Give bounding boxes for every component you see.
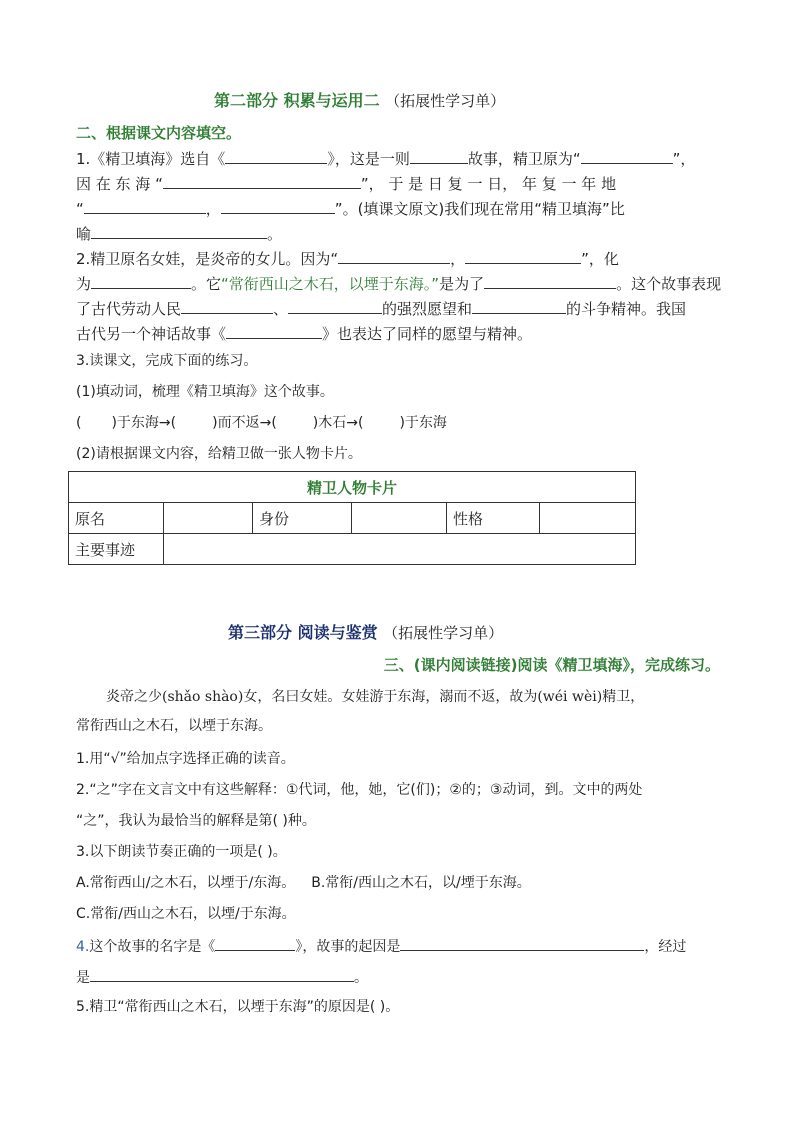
option-b[interactable]: B.常衔/西山之木石，以/堙于东海。: [311, 875, 531, 891]
part3-q4-line2: [76, 966, 718, 988]
q1-text-j: 喻: [76, 225, 92, 243]
q4-blank-cause[interactable]: [400, 935, 644, 951]
q1-text-f: ”， 于 是 日 复 一 日， 年 复 一 年 地: [360, 175, 617, 193]
q2-blank-myth[interactable]: [226, 323, 322, 339]
q2-text-k: 的强烈愿望和: [382, 300, 473, 318]
q2-text-b: ，: [450, 250, 466, 268]
q1-text-b: 》，这是一则: [327, 150, 410, 168]
q2-blank-2[interactable]: [465, 248, 581, 264]
part3-q5: 5.精卫“常衔西山之木石，以堙于东海”的原因是( )。: [76, 999, 400, 1015]
q4-blank-name[interactable]: [215, 935, 295, 951]
q1-text-h: ，: [205, 200, 221, 218]
q1-text-i: ”。(填课文原文)我们现在常用“精卫填海”比: [334, 200, 625, 218]
card-deeds-row: [69, 534, 636, 565]
q4-blank-process[interactable]: [90, 966, 354, 982]
q2-text-e: 。它: [191, 275, 222, 293]
q4-text-c: 》，故事的起因是: [295, 939, 401, 955]
part2-q2-line4: [76, 323, 718, 344]
part2-section-heading: 二、根据课文内容填空。: [76, 124, 242, 142]
q2-text-g: 是为了: [439, 275, 485, 293]
card-character-label: 性格: [447, 503, 540, 534]
part2-q2-line3: [76, 298, 718, 319]
q2-text-a: 2.精卫原名女娃，是炎帝的女儿。因为“: [76, 250, 339, 268]
verb-paren-3: )木石→(: [312, 415, 364, 431]
card-title-row: [69, 472, 636, 503]
part2-q1-line4: [76, 223, 718, 244]
part2-q3-intro: 3.读课文，完成下面的练习。: [76, 353, 258, 369]
part3-q2-line2: “之”，我认为最恰当的解释是第( )种。: [76, 813, 316, 829]
card-identity-cell[interactable]: [352, 503, 447, 534]
q1-text-g: “: [76, 200, 84, 218]
q1-blank-source[interactable]: [225, 148, 327, 164]
q1-blank-genre[interactable]: [410, 148, 468, 164]
card-name-cell[interactable]: [164, 503, 253, 534]
part3-title-sub: （拓展性学习单）: [383, 624, 504, 642]
card-character-cell[interactable]: [540, 503, 636, 534]
q1-blank-quote2[interactable]: [221, 198, 335, 214]
part2-q1-line1: [76, 148, 718, 169]
part2-title-sub: （拓展性学习单）: [385, 92, 506, 110]
part2-q1-line2: [76, 173, 718, 194]
part3-q3-options-ab: [76, 873, 718, 893]
passage-line-2: 常衔西山之木石，以堙于东海。: [76, 718, 272, 734]
verb-paren-4: )于东海: [399, 415, 447, 431]
card-name-label: 原名: [69, 503, 164, 534]
verb-paren-2: )而不返→(: [212, 415, 277, 431]
q2-blank-purpose[interactable]: [484, 273, 616, 289]
q4-text-e: 是: [76, 970, 90, 986]
q1-text-d: ”，: [672, 150, 696, 168]
q4-text-d: ，经过: [644, 939, 687, 955]
part3-title-main: 第三部分 阅读与鉴赏: [228, 623, 378, 642]
q4-text-b: 这个故事的名字是《: [89, 939, 216, 955]
q2-text-m: 古代另一个神话故事《: [76, 325, 227, 343]
q2-text-j: 、: [273, 300, 289, 318]
part2-title-main: 第二部分 积累与运用二: [214, 91, 380, 110]
q2-quote: “常衔西山之木石，以堙于东海。”: [221, 275, 440, 293]
part2-q2-line2: [76, 273, 722, 294]
q1-blank-original[interactable]: [581, 148, 673, 164]
option-a[interactable]: A.常衔西山/之木石，以堙于/东海。: [76, 875, 296, 891]
passage-line-1: 炎帝之少(shǎo shào)女，名曰女娃。女娃游于东海，溺而不返，故为(wéi wèi)精卫，: [106, 689, 645, 705]
q1-blank-quote1[interactable]: [84, 198, 206, 214]
q1-text-c: 故事，精卫原为“: [467, 150, 581, 168]
card-deeds-label: 主要事迹: [69, 534, 164, 565]
card-deeds-cell[interactable]: [164, 534, 636, 565]
part3-section-heading: 三、(课内阅读链接)阅读《精卫填海》，完成练习。: [383, 656, 720, 674]
part2-q3-sub2: (2)请根据课文内容，给精卫做一张人物卡片。: [76, 446, 362, 462]
part3-q2-line1: 2.“之”字在文言文中有这些解释：①代词，他，她，它(们)；②的；③动词，到。文中的两处: [76, 782, 643, 798]
part3-q3: 3.以下朗读节奏正确的一项是( )。: [76, 844, 287, 860]
part2-q3-verbs: [76, 413, 718, 433]
q1-text-e: 因 在 东 海 “: [76, 175, 163, 193]
q2-blank-5[interactable]: [472, 298, 566, 314]
q1-text-k: 。: [267, 225, 283, 243]
q2-text-d: 为: [76, 275, 92, 293]
q2-text-n: 》也表达了同样的愿望与精神。: [322, 325, 533, 343]
part2-title: [214, 88, 505, 111]
q4-text-f: 。: [354, 970, 368, 986]
q2-blank-became[interactable]: [91, 273, 191, 289]
part3-q1: 1.用“√”给加点字选择正确的读音。: [76, 751, 295, 767]
q2-text-i: 了古代劳动人民: [76, 300, 182, 318]
verb-paren-1: )于东海→(: [111, 415, 177, 431]
q2-text-l: 的斗争精神。我国: [566, 300, 687, 318]
option-c[interactable]: C.常衔/西山之木石，以堙/于东海。: [76, 906, 296, 922]
q2-blank-1[interactable]: [338, 248, 450, 264]
card-info-row: [69, 503, 636, 534]
q2-blank-3[interactable]: [181, 298, 273, 314]
character-card-table: [68, 471, 636, 565]
part3-q4-line1: [76, 935, 718, 957]
card-identity-label: 身份: [253, 503, 352, 534]
card-title: 精卫人物卡片: [69, 472, 636, 503]
q2-blank-4[interactable]: [288, 298, 382, 314]
q4-number: 4.: [76, 939, 90, 955]
q1-blank-metaphor[interactable]: [91, 223, 267, 239]
part3-q3-option-c: [76, 904, 718, 924]
verb-paren-0: (: [76, 415, 82, 431]
part3-title: [228, 620, 503, 643]
q1-blank-reason[interactable]: [163, 173, 361, 189]
part2-q3-sub1: (1)填动词，梳理《精卫填海》这个故事。: [76, 384, 334, 400]
part2-q1-line3: [76, 198, 718, 219]
q1-text-a: 1.《精卫填海》选自《: [76, 150, 226, 168]
q2-text-c: ”，化: [581, 250, 619, 268]
part2-q2-line1: [76, 248, 718, 269]
q2-text-h: 。这个故事表现: [616, 275, 722, 293]
